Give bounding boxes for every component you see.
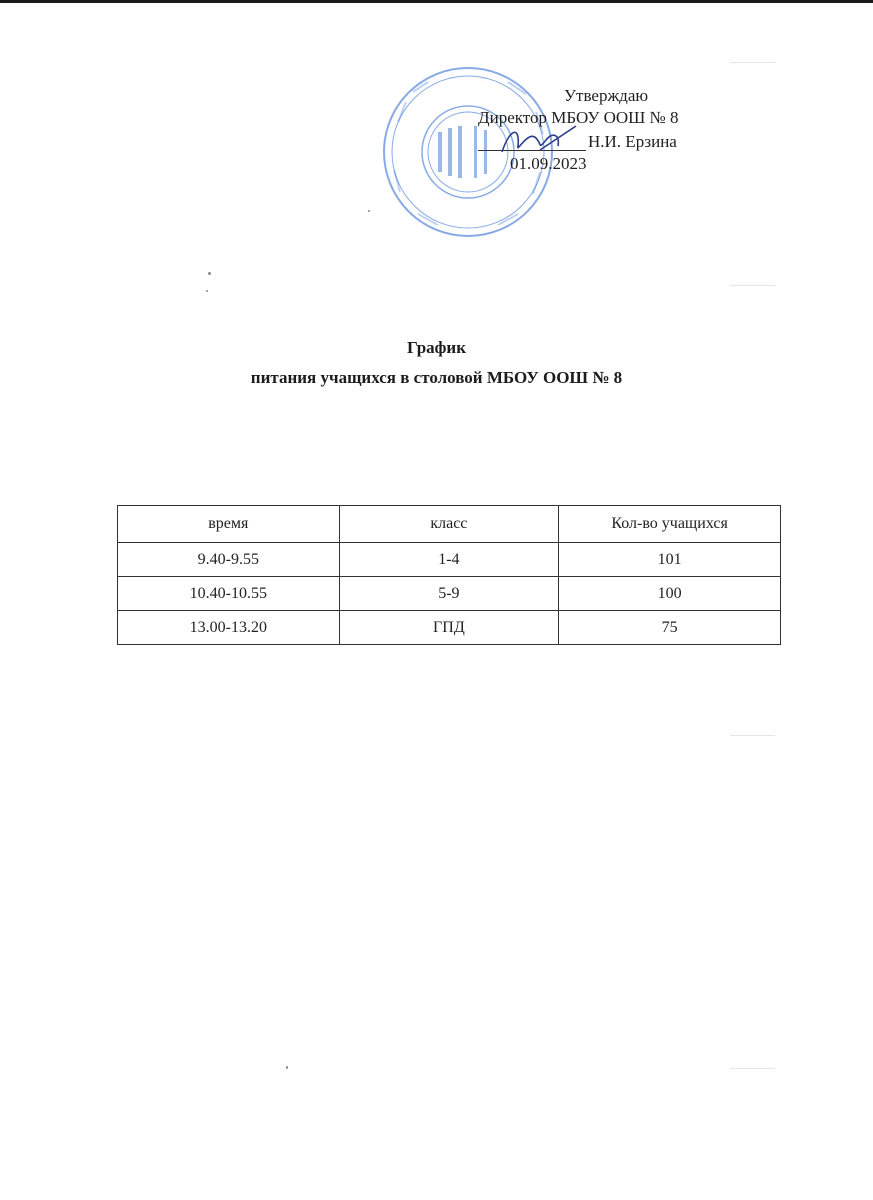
document-subtitle: питания учащихся в столовой МБОУ ООШ № 8 bbox=[250, 368, 623, 387]
scan-mark bbox=[730, 62, 775, 63]
director-title: Директор МБОУ ООШ № 8 bbox=[478, 108, 679, 127]
scan-speck bbox=[368, 210, 370, 212]
cell-class: 1-4 bbox=[339, 543, 559, 577]
table-row bbox=[118, 577, 781, 611]
cell-time: 13.00-13.20 bbox=[118, 611, 340, 645]
approval-date: 01.09.2023 bbox=[510, 154, 587, 173]
cell-count: 101 bbox=[559, 543, 781, 577]
document-title: График bbox=[406, 338, 467, 357]
cell-time: 9.40-9.55 bbox=[118, 543, 340, 577]
director-name: Н.И. Ерзина bbox=[588, 132, 677, 151]
approval-label: Утверждаю bbox=[564, 86, 649, 105]
column-header-time: время bbox=[118, 506, 340, 543]
scan-edge bbox=[0, 0, 873, 3]
cell-count: 100 bbox=[559, 577, 781, 611]
scan-mark bbox=[730, 285, 775, 286]
cell-count: 75 bbox=[559, 611, 781, 645]
scan-speck bbox=[208, 272, 211, 275]
cell-class: 5-9 bbox=[339, 577, 559, 611]
cell-time: 10.40-10.55 bbox=[118, 577, 340, 611]
column-header-class: класс bbox=[339, 506, 559, 543]
schedule-table bbox=[117, 505, 781, 645]
table-row bbox=[118, 611, 781, 645]
table-row bbox=[118, 543, 781, 577]
cell-class: ГПД bbox=[339, 611, 559, 645]
scan-speck bbox=[286, 1066, 288, 1069]
table-header-row bbox=[118, 506, 781, 543]
column-header-count: Кол-во учащихся bbox=[559, 506, 781, 543]
scan-mark bbox=[730, 1068, 775, 1069]
scan-mark bbox=[730, 735, 775, 736]
scan-speck bbox=[206, 290, 208, 292]
